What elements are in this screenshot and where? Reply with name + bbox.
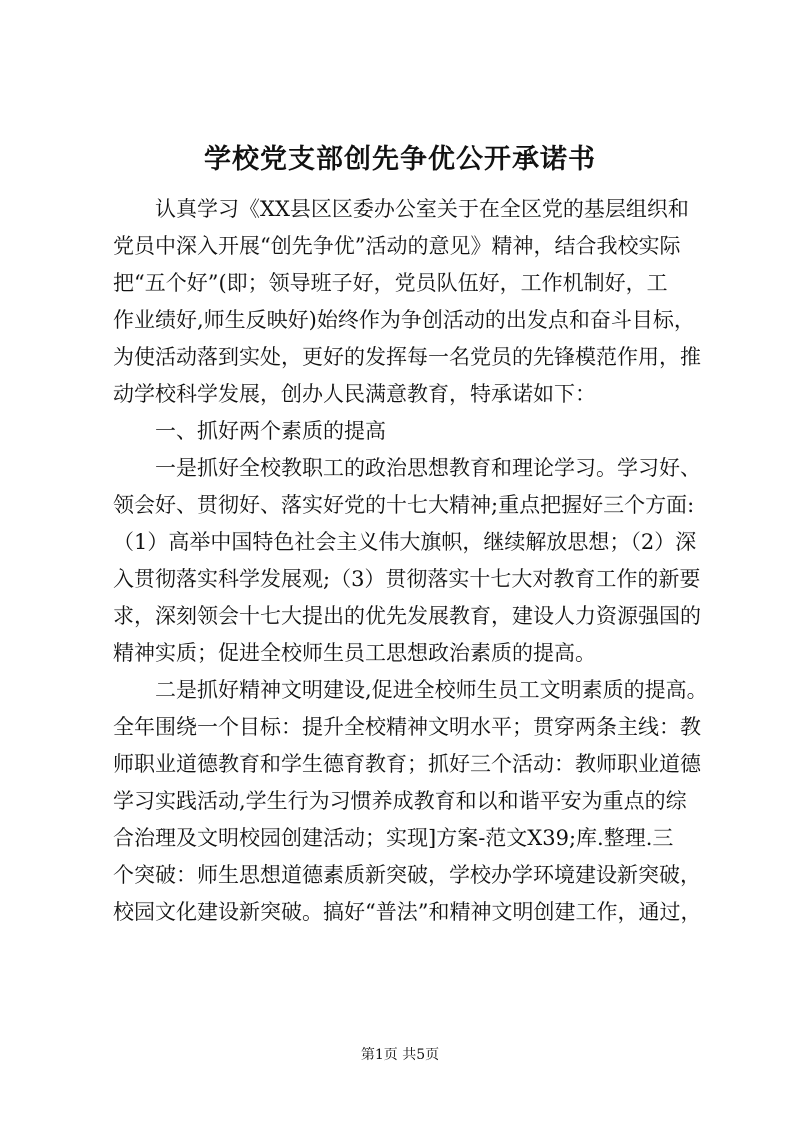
body-line: 把“五个好”(即；领导班子好，党员队伍好，工作机制好，工: [113, 271, 668, 295]
body-line: 全年围绕一个目标：提升全校精神文明水平；贯穿两条主线：教: [113, 715, 701, 739]
body-line: 合治理及文明校园创建活动；实现]方案-范文X39;库.整理.三: [113, 826, 674, 850]
page-number-footer: 第1页 共5页: [360, 1047, 440, 1063]
body-line: 二是抓好精神文明建设,促进全校师生员工文明素质的提高。: [113, 678, 708, 702]
body-line: 为使活动落到实处，更好的发挥每一名党员的先锋模范作用，推: [113, 345, 701, 369]
body-line: 师职业道德教育和学生德育教育；抓好三个活动：教师职业道德: [113, 752, 701, 776]
body-line: 一是抓好全校教职工的政治思想教育和理论学习。学习好、: [113, 456, 701, 480]
body-line: 入贯彻落实科学发展观;（3）贯彻落实十七大对教育工作的新要: [113, 567, 701, 591]
body-line: 个突破：师生思想道德素质新突破，学校办学环境建设新突破，: [113, 863, 701, 887]
body-line: 校园文化建设新突破。搞好“普法”和精神文明创建工作，通过，: [113, 900, 702, 924]
body-line: 学习实践活动,学生行为习惯养成教育和以和谐平安为重点的综: [113, 789, 687, 813]
body-line: 认真学习《XX县区区委办公室关于在全区党的基层组织和: [113, 197, 689, 221]
body-line: 党员中深入开展“创先争优”活动的意见》精神，结合我校实际: [113, 234, 681, 258]
body-line: 动学校科学发展，创办人民满意教育，特承诺如下：: [113, 382, 596, 406]
body-line: （1）高举中国特色社会主义伟大旗帜，继续解放思想；（2）深: [113, 530, 697, 554]
document-title: 学校党支部创先争优公开承诺书: [204, 144, 596, 175]
body-line: 领会好、贯彻好、落实好党的十七大精神;重点把握好三个方面:: [113, 493, 695, 517]
body-line: 精神实质；促进全校师生员工思想政治素质的提高。: [113, 641, 596, 665]
body-line: 求，深刻领会十七大提出的优先发展教育，建设人力资源强国的: [113, 604, 701, 628]
body-line: 作业绩好,师生反映好)始终作为争创活动的出发点和奋斗目标，: [113, 308, 695, 332]
section-heading: 一、抓好两个素质的提高: [113, 419, 386, 443]
